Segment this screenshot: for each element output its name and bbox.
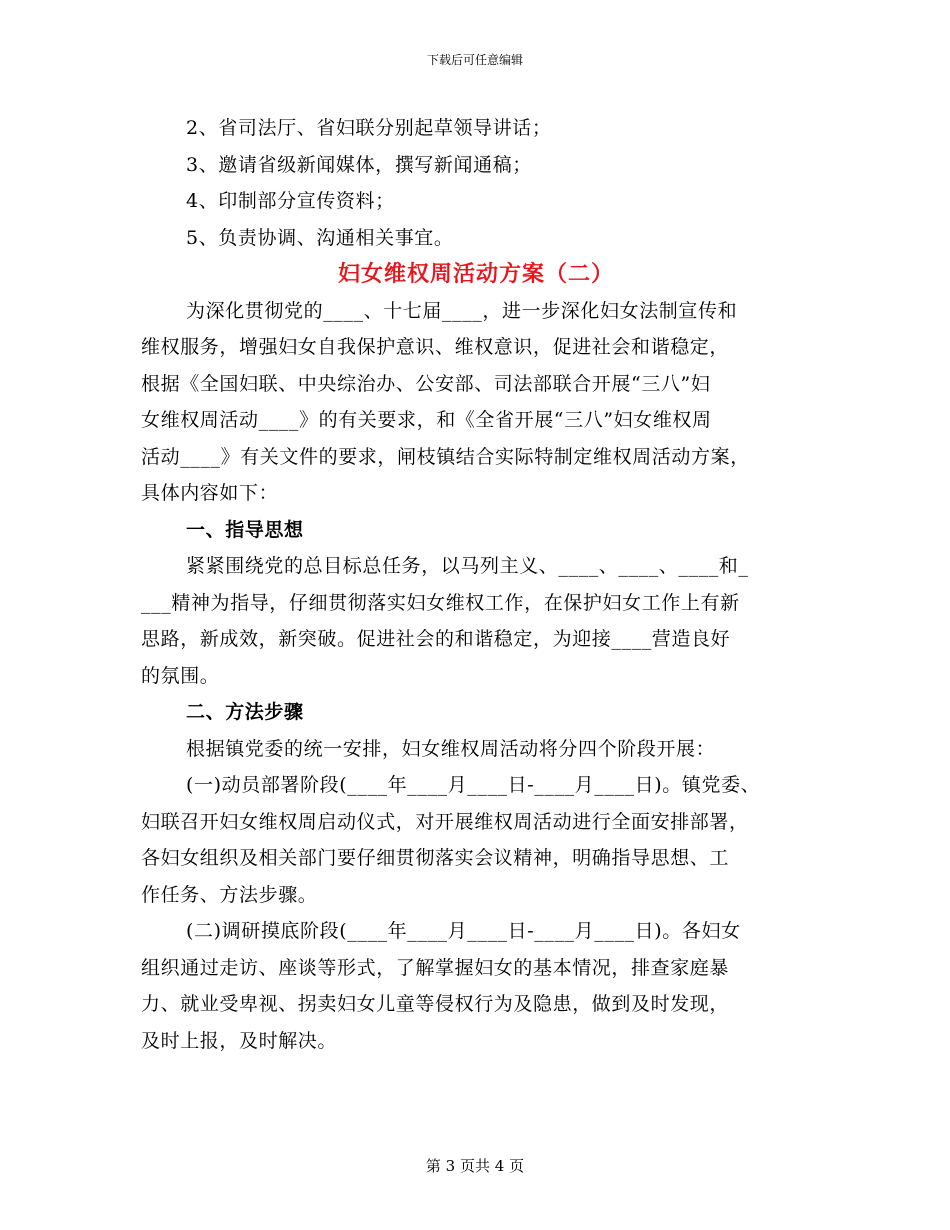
list-item: 2、省司法厅、省妇联分别起草领导讲话； xyxy=(186,117,552,139)
paragraph-line: 维权服务，增强妇女自我保护意识、维权意识，促进社会和谐稳定， xyxy=(141,336,730,358)
page-header: 下载后可任意编辑 xyxy=(426,53,523,67)
document-title: 妇女维权周活动方案（二） xyxy=(337,261,614,287)
list-item: 3、邀请省级新闻媒体，撰写新闻通稿； xyxy=(186,153,532,176)
list-item: 5、负责协调、沟通相关事宜。 xyxy=(186,226,454,249)
paragraph-line: ___精神为指导，仔细贯彻落实妇女维权工作，在保护妇女工作上有新 xyxy=(141,591,740,614)
list-item: 4、印制部分宣传资料； xyxy=(186,190,395,212)
paragraph-line: 女维权周活动____》的有关要求，和《全省开展“三八”妇女维权周 xyxy=(141,409,712,431)
section-heading-method-steps: 二、方法步骤 xyxy=(186,701,304,723)
section-heading-guiding-thought: 一、指导思想 xyxy=(186,518,304,541)
paragraph-line: 根据《全国妇联、中央综治办、公安部、司法部联合开展“三八”妇 xyxy=(141,372,711,395)
paragraph-line: 思路，新成效，新突破。促进社会的和谐稳定，为迎接____营造良好 xyxy=(141,628,731,650)
paragraph-line: (一)动员部署阶段(____年____月____日-____月____日)。镇党委、 xyxy=(186,774,761,796)
paragraph-line: 力、就业受卑视、拐卖妇女儿童等侵权行为及隐患，做到及时发现， xyxy=(141,993,730,1015)
paragraph-line: 各妇女组织及相关部门要仔细贯彻落实会议精神，明确指导思想、工 xyxy=(141,847,730,869)
paragraph-line: 活动____》有关文件的要求，闸枝镇结合实际特制定维权周活动方案， xyxy=(141,445,750,468)
paragraph-line: 的氛围。 xyxy=(141,664,220,687)
page-footer: 第 3 页共 4 页 xyxy=(425,1157,525,1175)
paragraph-line: 妇联召开妇女维权周启动仪式，对开展维权周活动进行全面安排部署， xyxy=(141,810,749,833)
paragraph-line: 及时上报，及时解决。 xyxy=(141,1029,338,1052)
paragraph-line: 作任务、方法步骤。 xyxy=(141,883,318,906)
paragraph-line: 根据镇党委的统一安排，妇女维权周活动将分四个阶段开展： xyxy=(186,737,716,760)
paragraph-line: 组织通过走访、座谈等形式，了解掌握妇女的基本情况，排查家庭暴 xyxy=(141,956,730,979)
paragraph-line: 为深化贯彻党的____、十七届____，进一步深化妇女法制宣传和 xyxy=(186,299,738,322)
paragraph-line: 具体内容如下： xyxy=(141,482,279,504)
paragraph-line: 紧紧围绕党的总目标总任务，以马列主义、____、____、____和_ xyxy=(186,555,749,577)
paragraph-line: (二)调研摸底阶段(____年____月____日-____月____日)。各妇女 xyxy=(186,920,741,942)
document-body xyxy=(141,110,811,1059)
